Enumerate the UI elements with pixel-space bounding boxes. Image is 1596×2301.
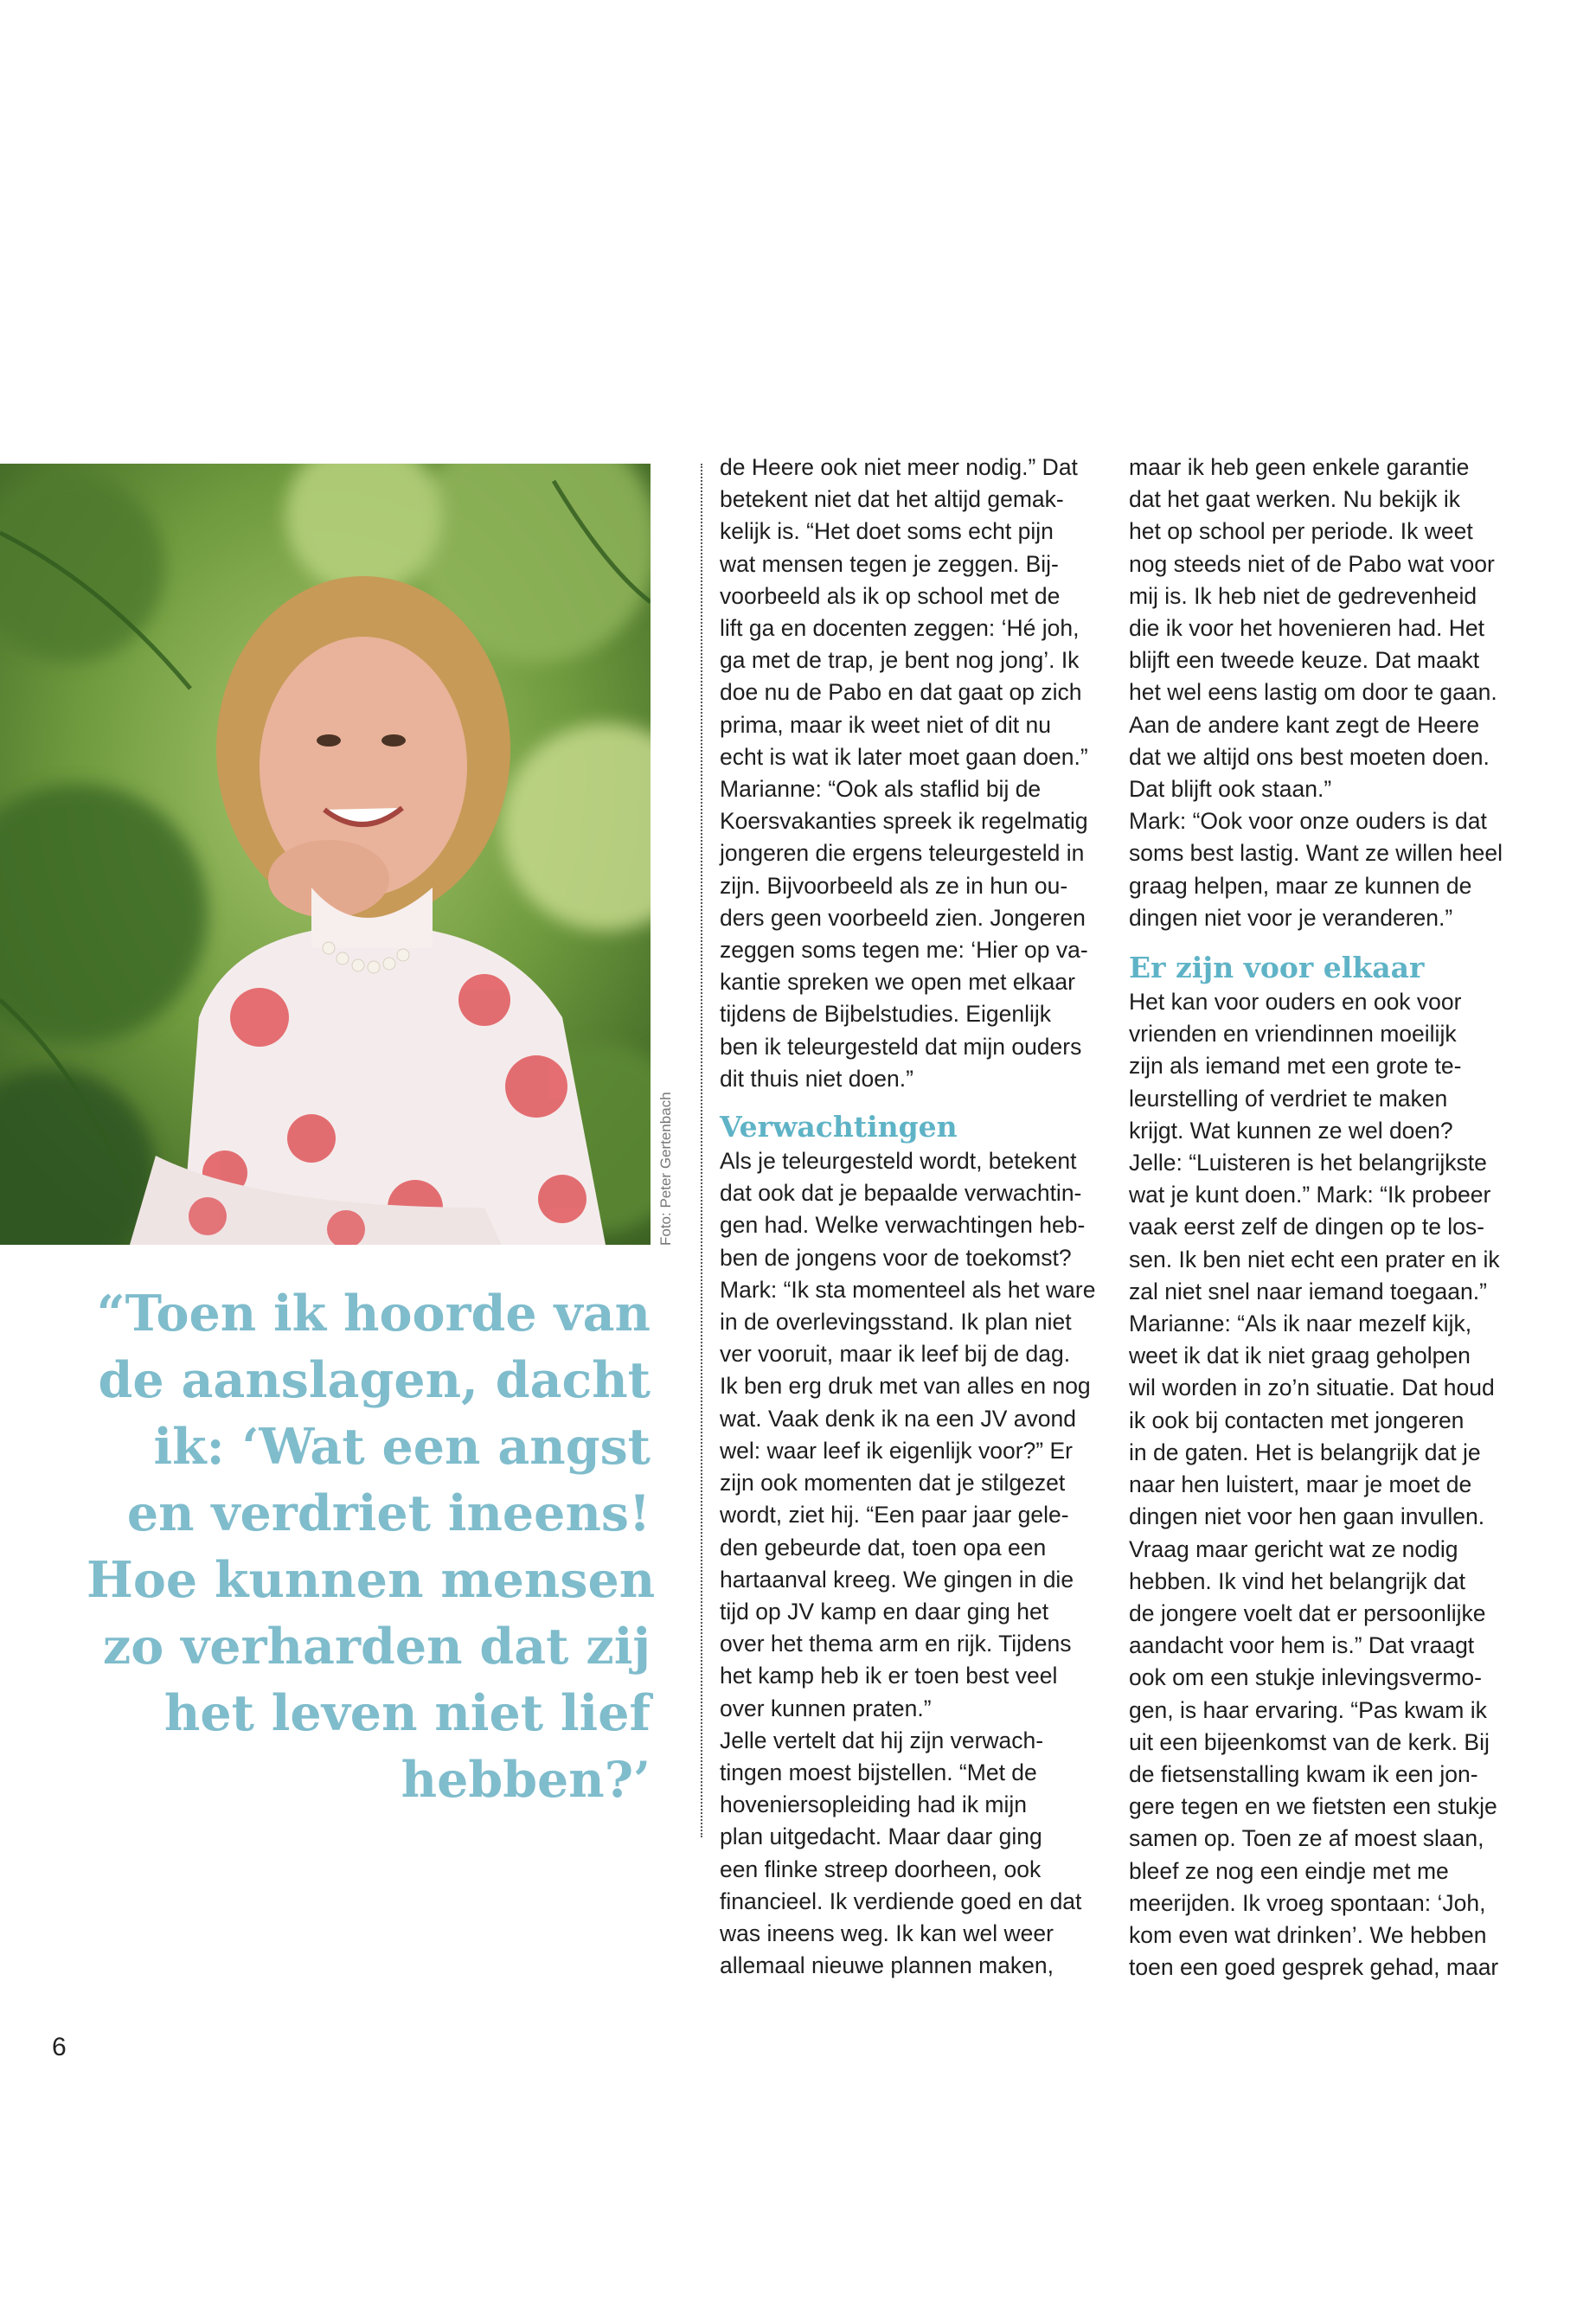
- text-line: gen, is haar ervaring. “Pas kwam ik: [1129, 1696, 1487, 1723]
- text-line: ik ook bij contacten met jongeren: [1129, 1407, 1465, 1433]
- text-line: het kamp heb ik er toen best veel: [720, 1663, 1058, 1689]
- text-line: wat mensen tegen je zeggen. Bij-: [720, 550, 1059, 577]
- text-line: kelijk is. “Het doet soms echt pijn: [720, 518, 1054, 545]
- text-line: gere tegen en we fietsten een stukje: [1129, 1793, 1497, 1820]
- text-line: kantie spreken we open met elkaar: [720, 969, 1075, 996]
- text-line: leurstelling of verdriet te maken: [1129, 1085, 1448, 1112]
- text-line: Marianne: “Ook als staflid bij de: [720, 776, 1042, 803]
- text-line: dingen niet voor je veranderen.”: [1129, 904, 1453, 931]
- text-line: een flinke streep doorheen, ook: [720, 1856, 1042, 1882]
- text-line: blijft een tweede keuze. Dat maakt: [1129, 647, 1480, 674]
- text-line: soms best lastig. Want ze willen heel: [1129, 840, 1503, 867]
- text-line: tingen moest bijstellen. “Met de: [720, 1759, 1037, 1785]
- text-line: was ineens weg. Ik kan wel weer: [720, 1920, 1054, 1946]
- pull-quote-line: zo verharden dat zij: [102, 1618, 651, 1676]
- text-line: sen. Ik ben niet echt een prater en ik: [1129, 1246, 1500, 1272]
- section-heading-verwachtingen: Verwachtingen: [720, 1110, 958, 1144]
- text-line: financieel. Ik verdiende goed en dat: [720, 1888, 1082, 1914]
- pull-quote-line: de aanslagen, dacht: [98, 1351, 651, 1409]
- column-1-body: [720, 1145, 1100, 1982]
- text-line: echt is wat ik later moet gaan doen.”: [720, 743, 1088, 770]
- text-line: wat. Vaak denk ik na een JV avond: [720, 1405, 1076, 1432]
- text-line: Koersvakanties spreek ik regelmatig: [720, 808, 1088, 835]
- column-divider: [701, 464, 702, 1837]
- text-line: krijgt. Wat kunnen ze wel doen?: [1129, 1117, 1453, 1144]
- photo-credit: Foto: Peter Gertenbach: [657, 1092, 674, 1246]
- text-column-2: [1129, 452, 1527, 1984]
- pull-quote-line: hebben?’: [401, 1751, 651, 1809]
- text-line: Aan de andere kant zegt de Heere: [1129, 711, 1480, 738]
- text-line: de jongere voelt dat er persoonlijke: [1129, 1599, 1486, 1626]
- text-line: dat we altijd ons best moeten doen.: [1129, 743, 1490, 770]
- pull-quote-line: Hoe kunnen mensen: [87, 1551, 656, 1609]
- text-line: ook om een stukje inlevingsvermo-: [1129, 1664, 1482, 1691]
- text-line: dat ook dat je bepaalde verwachtin-: [720, 1180, 1082, 1207]
- portrait-photo: [0, 464, 651, 1245]
- text-line: dit thuis niet doen.”: [720, 1065, 913, 1092]
- text-line: tijdens de Bijbelstudies. Eigenlijk: [720, 1001, 1051, 1028]
- pull-quote: [87, 1280, 656, 1813]
- text-line: hartaanval kreeg. We gingen in die: [720, 1566, 1074, 1593]
- pull-quote-line: “Toen ik hoorde van: [96, 1285, 651, 1343]
- text-line: Ik ben erg druk met van alles en nog: [720, 1373, 1091, 1400]
- text-line: het op school per periode. Ik weet: [1129, 518, 1473, 545]
- text-line: voorbeeld als ik op school met de: [720, 582, 1061, 609]
- text-line: de Heere ook niet meer nodig.” Dat: [720, 454, 1078, 480]
- text-line: dingen niet voor hen gaan invullen.: [1129, 1503, 1485, 1530]
- text-line: Als je teleurgesteld wordt, betekent: [720, 1148, 1077, 1175]
- text-line: mij is. Ik heb niet de gedrevenheid: [1129, 582, 1477, 609]
- pull-quote-line: het leven niet lief: [163, 1684, 651, 1742]
- text-line: wil worden in zo’n situatie. Dat houd: [1129, 1375, 1495, 1401]
- text-line: bleef ze nog een eindje met me: [1129, 1857, 1449, 1884]
- text-line: ver vooruit, maar ik leef bij de dag.: [720, 1341, 1071, 1368]
- page-number: 6: [52, 2033, 67, 2061]
- text-line: die ik voor het hovenieren had. Het: [1129, 615, 1485, 642]
- text-line: betekent niet dat het altijd gemak-: [720, 486, 1064, 513]
- text-line: plan uitgedacht. Maar daar ging: [720, 1823, 1042, 1850]
- text-line: ga met de trap, je bent nog jong’. Ik: [720, 647, 1080, 674]
- text-line: kom even wat drinken’. We hebben: [1129, 1921, 1487, 1948]
- text-line: wel: waar leef ik eigenlijk voor?” Er: [720, 1437, 1073, 1464]
- text-line: Het kan voor ouders en ook voor: [1129, 989, 1462, 1016]
- text-line: hebben. Ik vind het belangrijk dat: [1129, 1567, 1465, 1594]
- text-line: vaak eerst zelf de dingen op te los-: [1129, 1214, 1484, 1240]
- section-heading-er-zijn-voor-elkaar: Er zijn voor elkaar: [1129, 951, 1425, 985]
- text-line: het wel eens lastig om door te gaan.: [1129, 679, 1497, 706]
- text-line: wat je kunt doen.” Mark: “Ik probeer: [1129, 1182, 1491, 1208]
- column-2-body: [1129, 986, 1527, 1984]
- text-line: nog steeds niet of de Pabo wat voor: [1129, 550, 1495, 577]
- text-line: vrienden en vriendinnen moeilijk: [1129, 1021, 1457, 1048]
- pull-quote-line: en verdriet ineens!: [126, 1484, 651, 1542]
- text-line: toen een goed gesprek gehad, maar: [1129, 1954, 1499, 1981]
- text-line: Marianne: “Als ik naar mezelf kijk,: [1129, 1311, 1472, 1337]
- text-line: graag helpen, maar ze kunnen de: [1129, 872, 1472, 899]
- text-line: ben de jongens voor de toekomst?: [720, 1244, 1072, 1271]
- portrait-illustration: [0, 464, 651, 1245]
- text-line: gen had. Welke verwachtingen heb-: [720, 1212, 1086, 1239]
- text-line: Jelle: “Luisteren is het belangrijkste: [1129, 1150, 1487, 1176]
- text-line: allemaal nieuwe plannen maken,: [720, 1952, 1054, 1979]
- text-line: tijd op JV kamp en daar ging het: [720, 1598, 1049, 1625]
- text-line: zal niet snel naar iemand toegaan.”: [1129, 1278, 1487, 1304]
- text-line: in de overlevingsstand. Ik plan niet: [720, 1309, 1072, 1336]
- text-line: jongeren die ergens teleurgesteld in: [720, 840, 1085, 867]
- text-line: naar hen luistert, maar je moet de: [1129, 1471, 1472, 1498]
- text-line: uit een bijeenkomst van de kerk. Bij: [1129, 1728, 1490, 1755]
- text-line: Jelle vertelt dat hij zijn verwach-: [720, 1727, 1044, 1753]
- column-1-intro: [720, 452, 1100, 1095]
- text-line: over het thema arm en rijk. Tijdens: [720, 1631, 1072, 1657]
- text-line: zijn. Bijvoorbeeld als ze in hun ou-: [720, 872, 1068, 899]
- text-column-1: [720, 452, 1100, 1982]
- text-line: zeggen soms tegen me: ‘Hier op va-: [720, 937, 1088, 964]
- text-line: doe nu de Pabo en dat gaat op zich: [720, 679, 1082, 706]
- text-line: den gebeurde dat, toen opa een: [720, 1534, 1047, 1561]
- text-line: Vraag maar gericht wat ze nodig: [1129, 1535, 1458, 1562]
- text-line: meerijden. Ik vroeg spontaan: ‘Joh,: [1129, 1889, 1486, 1916]
- pull-quote-line: ik: ‘Wat een angst: [153, 1418, 651, 1476]
- text-line: Dat blijft ook staan.”: [1129, 776, 1332, 803]
- text-line: prima, maar ik weet niet of dit nu: [720, 711, 1051, 738]
- text-line: ders geen voorbeeld zien. Jongeren: [720, 904, 1086, 931]
- text-line: over kunnen praten.”: [720, 1695, 932, 1721]
- text-line: Mark: “Ik sta momenteel als het ware: [720, 1276, 1096, 1303]
- text-line: hoveniersopleiding had ik mijn: [720, 1791, 1028, 1818]
- text-line: dat het gaat werken. Nu bekijk ik: [1129, 486, 1460, 513]
- text-line: maar ik heb geen enkele garantie: [1129, 454, 1470, 480]
- text-line: in de gaten. Het is belangrijk dat je: [1129, 1439, 1481, 1465]
- text-line: zijn als iemand met een grote te-: [1129, 1053, 1462, 1080]
- column-2-intro: [1129, 452, 1527, 934]
- text-line: ben ik teleurgesteld dat mijn ouders: [720, 1033, 1082, 1060]
- text-line: samen op. Toen ze af moest slaan,: [1129, 1825, 1484, 1852]
- text-line: weet ik dat ik niet graag geholpen: [1129, 1343, 1471, 1369]
- text-line: zijn ook momenten dat je stilgezet: [720, 1470, 1066, 1497]
- text-line: de fietsenstalling kwam ik een jon-: [1129, 1760, 1478, 1787]
- text-line: Mark: “Ook voor onze ouders is dat: [1129, 808, 1487, 835]
- text-line: aandacht voor hem is.” Dat vraagt: [1129, 1632, 1475, 1659]
- text-line: lift ga en docenten zeggen: ‘Hé joh,: [720, 615, 1080, 642]
- text-line: wordt, ziet hij. “Een paar jaar gele-: [720, 1502, 1069, 1529]
